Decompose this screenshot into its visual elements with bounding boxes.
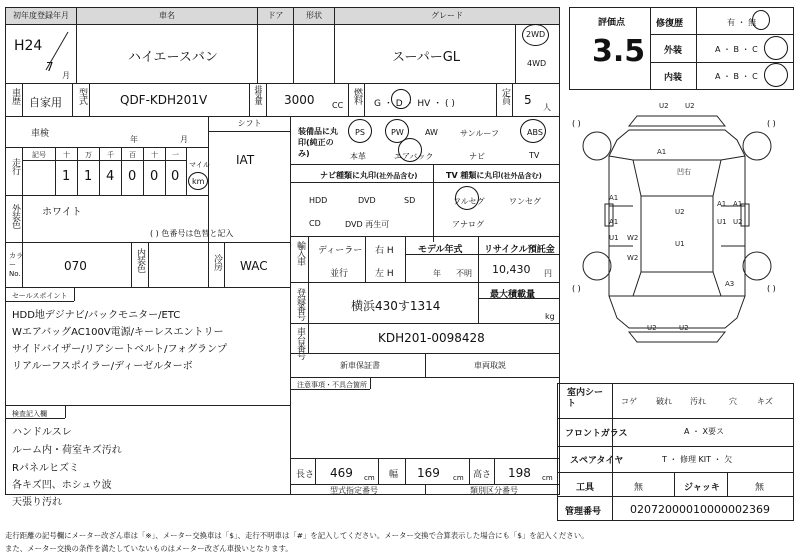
equip-navi: ナビ	[469, 152, 485, 161]
recycle-value: 10,430	[492, 263, 531, 276]
color-no-label: カラーNo.	[9, 252, 23, 278]
exterior-grade-options: A ・ B ・ C	[715, 45, 758, 54]
inspection-month: 月	[180, 135, 188, 144]
drive-2wd: 2WD	[526, 30, 546, 39]
color-no-value: 070	[64, 259, 87, 273]
tv-label: TV 種類に丸印(社外品含む)	[446, 171, 542, 180]
equip-ps-circle	[348, 119, 372, 143]
equip-abs: ABS	[527, 128, 543, 137]
score-value: 3.5	[592, 34, 646, 69]
inspection-year: 年	[130, 135, 138, 144]
inspector-note-4: 各キズ凹、ホシュウ波	[12, 480, 112, 491]
fuel-options: G ・ D ・ HV ・ ( )	[374, 99, 455, 109]
interior-grade-label: 内装	[664, 73, 683, 83]
length-value: 469	[330, 466, 353, 480]
class-no-label: 類別区分番号	[470, 486, 518, 495]
equipment-label: 装備品に丸印(純正のみ)	[298, 127, 338, 158]
capacity-label: 定員	[500, 88, 510, 104]
car-name-value: ハイエースバン	[128, 50, 218, 65]
seat-opt-1: コゲ	[621, 397, 637, 406]
ac-value: WAC	[240, 259, 268, 273]
length-unit: cm	[364, 474, 375, 482]
damage-mark: A1	[717, 200, 727, 208]
import-left-h: 左 H	[375, 269, 394, 279]
warranty-label: 新車保証書	[340, 361, 380, 370]
jack-value: 無	[755, 483, 765, 493]
model-year-label: モデル年式	[418, 245, 463, 255]
interior-grade-circle	[764, 63, 788, 87]
damage-mark: U1	[675, 240, 685, 248]
footer-line-1: 走行距離の記号欄にメーター改ざん車は「※」、メーター交換車は「$」、走行不明車は「#」を記入してください。メーター交換で合算表示した場合にも「$」を記入ください。	[5, 531, 589, 540]
navi-hdd: HDD	[309, 196, 328, 205]
damage-mark: A1	[609, 218, 619, 226]
seat-opt-4: 穴	[729, 397, 737, 406]
drive-4wd: 4WD	[527, 59, 547, 68]
car-diagram	[567, 96, 797, 376]
damage-mark: 凹右	[677, 168, 691, 176]
tv-note: (社外品含む)	[500, 172, 542, 180]
grade-value: スーパーGL	[392, 50, 461, 65]
import-label: 輸入車	[295, 241, 305, 265]
import-dealer: ディーラー	[318, 246, 363, 256]
glass-options: A ・ X要ス	[684, 427, 725, 436]
equip-abs-circle	[520, 119, 546, 143]
inspector-note-3: Rパネルヒズミ	[12, 463, 79, 474]
digit-3: 4	[106, 169, 115, 184]
spare-label: スペアタイヤ	[570, 456, 624, 466]
damage-mark: A1	[609, 194, 619, 202]
digit-header-5: 十	[151, 151, 158, 159]
mgmt-label: 管理番号	[565, 507, 602, 517]
digit-1: 1	[62, 169, 71, 184]
damage-mark: U1	[717, 218, 727, 226]
first-reg-era: H24	[14, 38, 43, 54]
use-value: 自家用	[29, 96, 62, 109]
navi-sd: SD	[404, 196, 416, 205]
damage-mark: U1	[609, 234, 619, 242]
navi-note: (社外品含む)	[376, 172, 418, 180]
height-label: 高さ	[473, 470, 492, 480]
seat-label: 室内シート	[567, 388, 604, 409]
mm-mark: ( )	[572, 284, 581, 293]
digit-5: 0	[150, 169, 159, 184]
damage-mark: U2	[685, 102, 695, 110]
mm-mark: ( )	[572, 119, 581, 128]
equip-airbag: エアバック	[394, 152, 434, 161]
seat-opt-2: 破れ	[656, 397, 672, 406]
shift-header: シフト	[209, 117, 290, 131]
unit-mile: マイル	[189, 161, 210, 169]
chassis-label: 車台番号	[295, 327, 305, 359]
first-reg-header: 初年度登録年月	[6, 8, 76, 24]
interior-color-label: 内装色	[135, 248, 145, 272]
inspector-note-5: 天張り汚れ	[12, 497, 62, 508]
spare-options: T ・ 修理 KIT ・ 欠	[662, 455, 733, 464]
type-no-label: 型式指定番号	[330, 486, 378, 495]
registration-value: 横浜430す1314	[351, 299, 441, 313]
max-load-unit: kg	[545, 312, 555, 321]
shape-header: 形状	[294, 8, 334, 24]
sales-point-2: WエアバッグAC100V電源/キーレスエントリー	[12, 327, 224, 338]
digit-6: 0	[171, 169, 180, 184]
navi-dvd-play: DVD 再生可	[345, 220, 390, 229]
manual-label: 車両取説	[474, 361, 506, 370]
model-value: QDF-KDH201V	[120, 93, 208, 107]
kigou-label: 記号	[32, 151, 46, 159]
sales-point-1: HDD地デジナビ/バックモニター/ETC	[12, 310, 181, 321]
tv-analog: アナログ	[452, 220, 484, 229]
width-value: 169	[417, 466, 440, 480]
interior-grade-options: A ・ B ・ C	[715, 72, 758, 81]
import-right-h: 右 H	[375, 246, 394, 256]
damage-mark: W2	[627, 254, 639, 262]
drive-2wd-circle	[522, 24, 549, 46]
height-value: 198	[508, 466, 531, 480]
use-label: 車歴	[10, 88, 20, 104]
mileage-label: 走行	[10, 158, 20, 174]
displacement-label: 排気量	[254, 85, 263, 103]
exterior-note: ( ) 色番号は色替と記入	[150, 229, 234, 238]
sales-point-4: リアルーフスポイラー/ディーゼルターボ	[12, 361, 193, 372]
model-label: 型式	[77, 88, 87, 104]
navi-dvd: DVD	[358, 196, 376, 205]
damage-mark: U2	[733, 218, 743, 226]
main-form	[5, 7, 560, 495]
month-unit: 月	[62, 71, 70, 80]
damage-mark: W2	[627, 234, 639, 242]
tv-oneseg: ワンセグ	[509, 197, 541, 206]
digit-header-6: 一	[172, 151, 179, 159]
tools-label: 工具	[576, 483, 595, 493]
notes-label: 注意事項・不具合箇所	[297, 381, 367, 389]
recycle-unit: 円	[544, 269, 552, 278]
navi-label: ナビ種類に丸印(社外品含む)	[320, 171, 418, 180]
exterior-grade-circle	[764, 36, 788, 60]
digit-header-1: 十	[63, 151, 70, 159]
navi-cd: CD	[309, 219, 321, 228]
digit-header-3: 千	[107, 151, 114, 159]
exterior-label: 外装色	[10, 204, 20, 228]
repair-options: 有 ・ 無	[727, 18, 757, 27]
seat-opt-3: 汚れ	[690, 397, 706, 406]
digit-header-2: 万	[85, 151, 92, 159]
mm-mark: ( )	[767, 284, 776, 293]
digit-4: 0	[128, 169, 137, 184]
damage-mark: A3	[725, 280, 735, 288]
digit-2: 1	[84, 169, 93, 184]
seat-opt-5: キズ	[757, 397, 773, 406]
inspection-label: 車検	[31, 129, 50, 139]
shift-value: IAT	[236, 153, 255, 167]
model-year-year: 年	[433, 269, 441, 278]
equip-leather: 本革	[350, 152, 366, 161]
height-unit: cm	[542, 474, 553, 482]
car-name-header: 車名	[77, 8, 257, 24]
door-header: ドア	[258, 8, 293, 24]
exterior-grade-label: 外装	[664, 46, 683, 56]
max-load-label: 最大積載量	[490, 290, 536, 300]
mgmt-value: 02072000010000002369	[630, 503, 770, 516]
registration-label: 登録番号	[295, 288, 305, 320]
exterior-value: ホワイト	[42, 207, 82, 218]
damage-mark: U2	[679, 324, 689, 332]
equip-aw: AW	[425, 128, 438, 137]
length-label: 長さ	[296, 470, 315, 480]
tv-fullseg-circle	[455, 186, 479, 210]
model-year-value: 不明	[456, 269, 472, 278]
fuel-diesel-circle	[391, 89, 411, 109]
sales-points-label: セールスポイント	[12, 292, 68, 300]
unit-km: km	[192, 177, 205, 186]
capacity-value: 5	[524, 93, 532, 107]
mm-mark: ( )	[767, 119, 776, 128]
recycle-label: リサイクル預託金	[484, 245, 555, 255]
first-reg-month: 7	[46, 60, 54, 74]
inspector-note-2: ルーム内・荷室キズ汚れ	[12, 445, 122, 456]
unit-km-circle	[188, 172, 208, 190]
width-unit: cm	[453, 474, 464, 482]
repair-none-circle	[752, 10, 770, 30]
import-parallel: 並行	[330, 269, 349, 279]
digit-header-4: 百	[129, 151, 136, 159]
glass-label: フロントガラス	[565, 429, 628, 439]
grade-header: グレード	[335, 8, 559, 24]
chassis-value: KDH201-0098428	[378, 331, 485, 345]
width-label: 幅	[389, 470, 399, 480]
score-label: 評価点	[598, 18, 626, 28]
repair-label: 修復歴	[656, 19, 684, 29]
cc-unit: CC	[332, 101, 344, 110]
damage-mark: U2	[675, 208, 685, 216]
ac-label: 冷房	[212, 254, 222, 270]
sales-point-3: サイドバイザー/リアシートベルト/フォグランプ	[12, 344, 227, 355]
capacity-unit: 人	[543, 103, 551, 112]
displacement-value: 3000	[284, 93, 315, 107]
equip-sunroof: サンルーフ	[460, 129, 499, 138]
inspector-notes-label: 検査記入欄	[12, 410, 47, 418]
damage-mark: A1	[733, 200, 743, 208]
equip-pw: PW	[391, 128, 404, 137]
fuel-label: 燃料	[352, 88, 362, 104]
jack-label: ジャッキ	[684, 483, 720, 493]
damage-mark: A1	[657, 148, 667, 156]
inspector-note-1: ハンドルスレ	[12, 427, 72, 438]
equip-tv: TV	[529, 151, 540, 160]
damage-mark: U2	[659, 102, 669, 110]
tv-fullseg: フルセグ	[453, 197, 485, 206]
damage-mark: U2	[647, 324, 657, 332]
tools-value: 無	[634, 483, 644, 493]
equip-ps: PS	[355, 128, 365, 137]
footer-line-2: また、メーター交換の条件を満たしていないものはメーター改ざん車扱いとなります。	[5, 544, 293, 553]
equip-airbag-circle	[398, 138, 422, 162]
